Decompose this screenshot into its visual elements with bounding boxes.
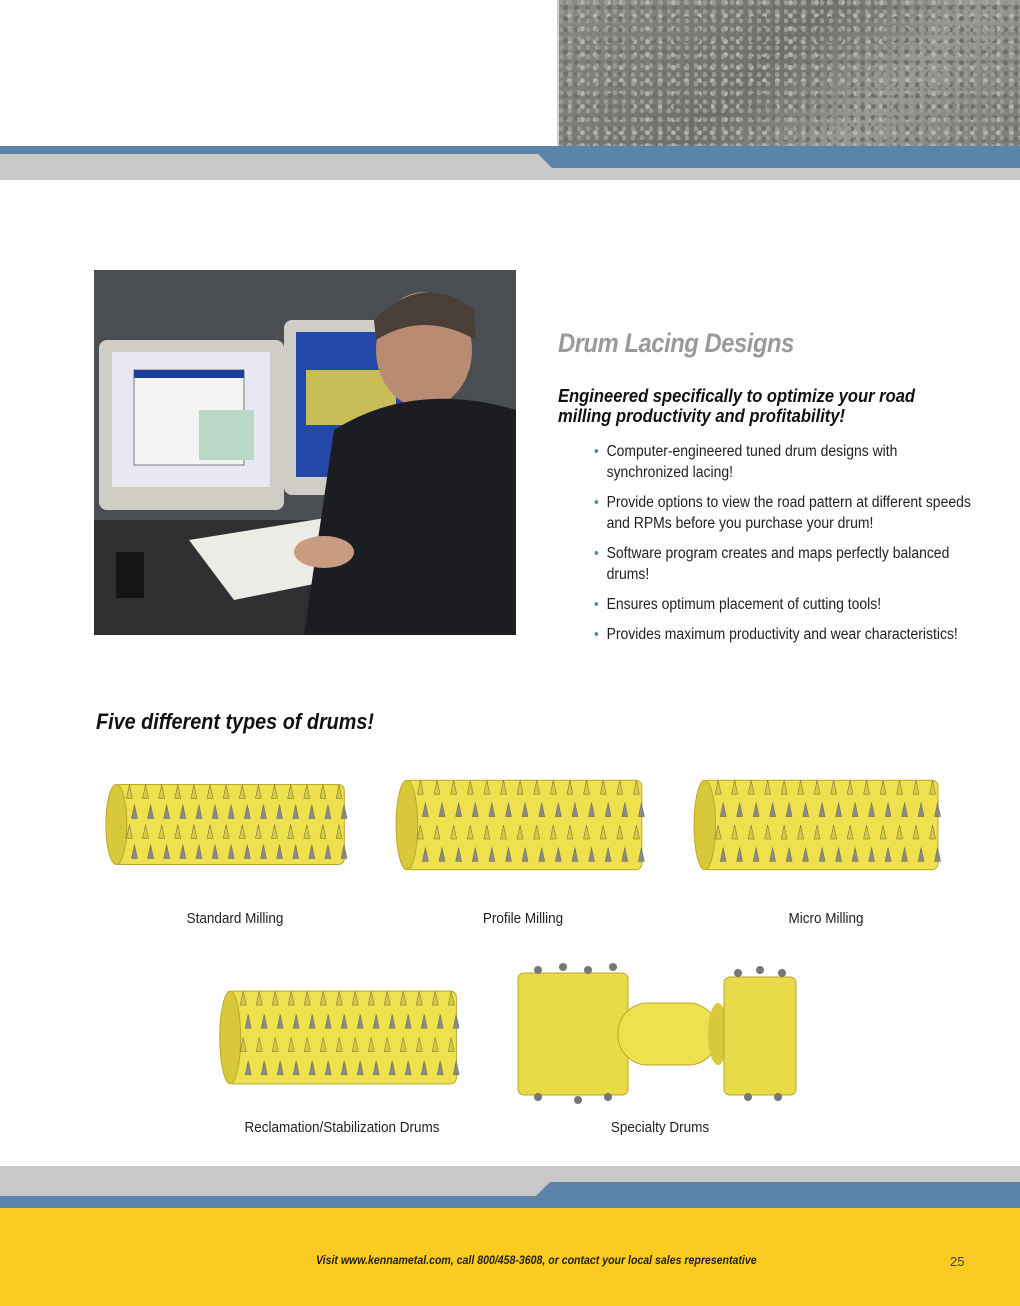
- reclamation-drum-image: [212, 965, 472, 1110]
- feature-bullet-list: [594, 441, 974, 654]
- feature-bullet: • Provide options to view the road pattern at different speeds and RPMs before you purchase your drum!: [594, 494, 971, 532]
- footer-contact-text: Visit www.kennametal.com, call 800/458-3608, or contact your local sales representative: [316, 1253, 757, 1267]
- feature-bullet: • Provides maximum productivity and wear characteristics!: [594, 626, 958, 643]
- micro-milling-drum-image: [686, 755, 954, 895]
- footer-stripe-band: [0, 1166, 1020, 1208]
- section-title: Drum Lacing Designs: [558, 328, 794, 358]
- drum-illustration: [212, 965, 472, 1110]
- engineer-computer-photo: [94, 270, 516, 635]
- header-stripe-band: [0, 146, 1020, 180]
- bullet-icon: •: [594, 626, 599, 643]
- drum-caption: Standard Milling: [186, 910, 284, 927]
- bullet-icon: •: [594, 494, 599, 511]
- feature-bullet: • Computer-engineered tuned drum designs with synchronized lacing!: [594, 443, 898, 481]
- specialty-drum-image: [508, 955, 806, 1115]
- section-subtitle: Engineered specifically to optimize your road milling productivity and profitability!: [558, 386, 916, 426]
- drum-caption: Reclamation/Stabilization Drums: [244, 1119, 440, 1136]
- drum-illustration: [388, 755, 658, 895]
- header-pavement-photo: [557, 0, 1020, 146]
- page-number: 25: [950, 1254, 965, 1269]
- feature-bullet: • Software program creates and maps perfectly balanced drums!: [594, 545, 950, 583]
- standard-milling-drum-image: [98, 762, 360, 887]
- drum-caption: Specialty Drums: [610, 1119, 710, 1136]
- bullet-icon: •: [594, 596, 599, 613]
- specialty-drum-illustration: [508, 955, 806, 1115]
- drum-illustration: [686, 755, 954, 895]
- profile-milling-drum-image: [388, 755, 658, 895]
- drums-heading: Five different types of drums!: [96, 709, 374, 734]
- bullet-icon: •: [594, 545, 599, 562]
- bullet-icon: •: [594, 443, 599, 460]
- drum-illustration: [98, 762, 360, 887]
- feature-bullet: • Ensures optimum placement of cutting tools!: [594, 596, 882, 613]
- drum-caption: Micro Milling: [788, 910, 864, 927]
- drum-caption: Profile Milling: [482, 910, 564, 927]
